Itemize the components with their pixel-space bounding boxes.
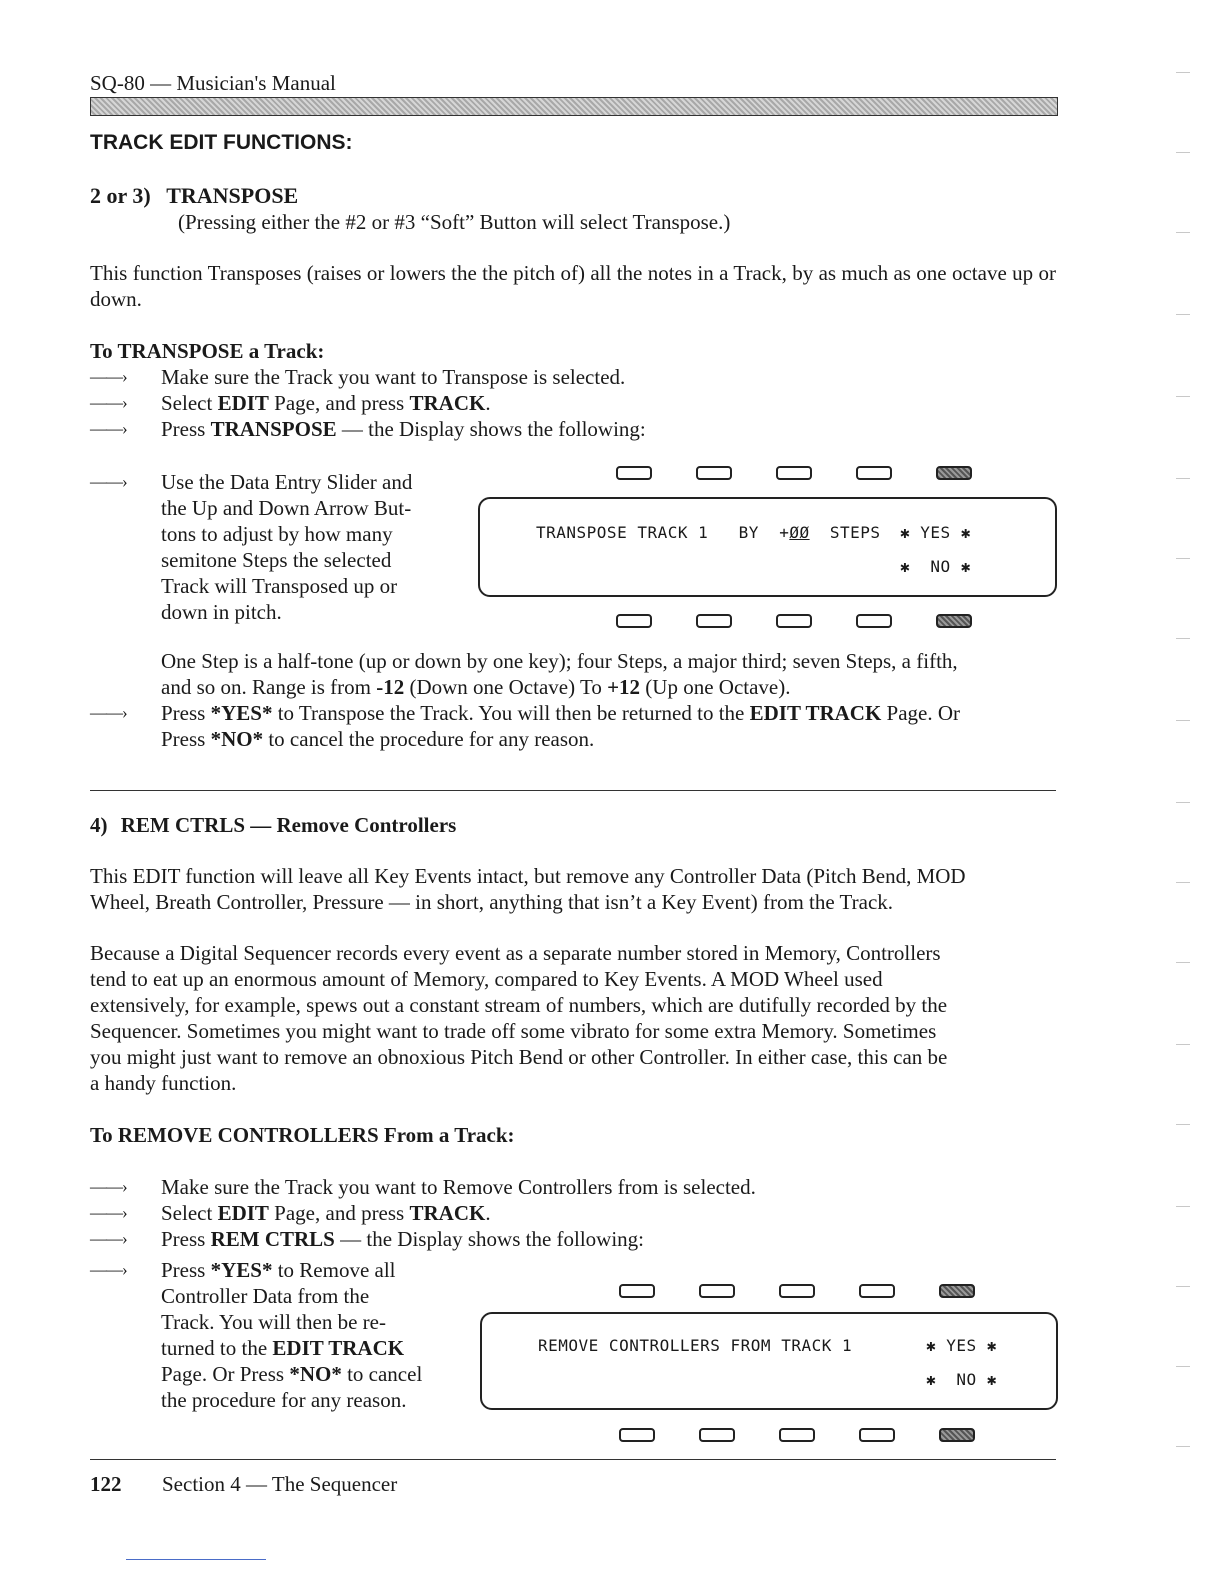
lcd-display-rem-ctrls [480,1312,1058,1410]
arrow-icon: ——› [90,703,127,722]
arrow-icon: ——› [90,1229,127,1248]
arrow-icon: ——› [90,1203,127,1222]
section-divider [90,790,1056,791]
arrow-icon: ——› [90,419,127,438]
edge-mark [1176,314,1190,315]
footer-divider [90,1459,1056,1460]
soft-button-8[interactable] [779,1428,815,1442]
edge-mark [1176,962,1190,963]
rem-ctrls-procedure-heading: To REMOVE CONTROLLERS From a Track: [90,1123,515,1147]
edge-mark [1176,152,1190,153]
scan-artifact-line [126,1559,266,1560]
running-title: SQ-80 — Musician's Manual [90,71,336,95]
edge-mark [1176,638,1190,639]
rem-ctrls-step-1: Make sure the Track you want to Remove Controllers from is selected. [161,1175,756,1199]
transpose-heading [90,183,298,209]
lcd-transpose-value: ØØ [789,523,810,542]
edge-mark [1176,882,1190,883]
lcd-no: ✱ NO ✱ [926,1370,997,1389]
arrow-icon: ——› [90,1260,127,1279]
edge-mark [1176,1124,1190,1125]
lcd-rem-ctrls-text: REMOVE CONTROLLERS FROM TRACK 1 [538,1336,853,1355]
transpose-number: 2 or 3) [90,183,151,208]
transpose-note: (Pressing either the #2 or #3 “Soft” Button will select Transpose.) [178,210,731,234]
soft-button-7[interactable] [696,614,732,628]
edge-mark [1176,232,1190,233]
soft-button-7[interactable] [699,1428,735,1442]
rem-ctrls-step-3: Press REM CTRLS — the Display shows the following: [161,1227,645,1251]
lcd-no: ✱ NO ✱ [900,557,971,576]
rem-ctrls-heading: 4) REM CTRLS — Remove Controllers [90,813,457,837]
rem-ctrls-step-2: Select EDIT Page, and press TRACK. [161,1201,491,1225]
edge-mark [1176,1044,1190,1045]
soft-button-9[interactable] [856,614,892,628]
edge-mark [1176,802,1190,803]
edge-mark [1176,1206,1190,1207]
soft-button-10[interactable] [936,614,972,628]
section-title: TRACK EDIT FUNCTIONS: [90,131,353,154]
soft-button-8[interactable] [776,614,812,628]
transpose-step-3: Press TRANSPOSE — the Display shows the following: [161,417,646,441]
transpose-procedure-heading: To TRANSPOSE a Track: [90,339,325,363]
edge-mark [1176,1446,1190,1447]
edge-mark [1176,558,1190,559]
header-band [90,97,1058,116]
lcd-transpose-text: TRANSPOSE TRACK 1 BY +ØØ STEPS [536,523,881,542]
lcd-display-transpose [478,497,1057,597]
edge-mark [1176,1366,1190,1367]
transpose-step-1: Make sure the Track you want to Transpose is selected. [161,365,626,389]
soft-button-6[interactable] [616,614,652,628]
lcd-yes: ✱ YES ✱ [926,1336,997,1355]
soft-button-1[interactable] [616,466,652,480]
transpose-step-4: Use the Data Entry Slider and the Up and Down Arrow But- tons to adjust by how many semitone Steps the selected Track will Transposed up or down in pitch. [161,470,413,624]
arrow-icon: ——› [90,393,127,412]
soft-button-9[interactable] [859,1428,895,1442]
rem-ctrls-step-4: Press *YES* to Remove all Controller Data from the Track. You will then be re- turned to the EDIT TRACK Page. Or Press *NO* to cancel the procedure for any reason. [161,1258,423,1412]
transpose-title: TRANSPOSE [166,183,299,208]
soft-button-1[interactable] [619,1284,655,1298]
arrow-icon: ——› [90,1177,127,1196]
soft-button-5[interactable] [936,466,972,480]
rem-ctrls-para-2: Because a Digital Sequencer records every event as a separate number stored in Memory, Controllers tend to eat up an enormous amount of Memory, compared to Key Events. A MOD Wheel used extensively, for example, spews out a constant stream of numbers, which are dutifully recorded by the Sequencer. Sometimes you might want to trade off some vibrato for some extra Memory. Sometimes you might just want to remove an obnoxious Pitch Bend or other Controller. In either case, this can be a handy function. [90,941,948,1095]
edge-mark [1176,478,1190,479]
edge-mark [1176,1286,1190,1287]
soft-button-4[interactable] [859,1284,895,1298]
soft-button-2[interactable] [696,466,732,480]
transpose-explain: One Step is a half-tone (up or down by one key); four Steps, a major third; seven Steps, a fifth, and so on. Range is from -12 (Down one Octave) To +12 (Up one Octave). [161,649,958,699]
arrow-icon: ——› [90,472,127,491]
edge-mark [1176,72,1190,73]
soft-button-4[interactable] [856,466,892,480]
soft-button-3[interactable] [779,1284,815,1298]
arrow-icon: ——› [90,367,127,386]
lcd-yes: ✱ YES ✱ [900,523,971,542]
transpose-step-5: Press *YES* to Transpose the Track. You will then be returned to the EDIT TRACK Page. Or Press *NO* to cancel the procedure for any reason. [161,701,961,751]
transpose-step-2: Select EDIT Page, and press TRACK. [161,391,491,415]
footer-section: Section 4 — The Sequencer [162,1472,398,1496]
soft-button-6[interactable] [619,1428,655,1442]
soft-button-10[interactable] [939,1428,975,1442]
transpose-intro: This function Transposes (raises or lowers the the pitch of) all the notes in a Track, by as much as one octave up or down. [90,261,1056,311]
soft-button-2[interactable] [699,1284,735,1298]
edge-mark [1176,720,1190,721]
soft-button-5[interactable] [939,1284,975,1298]
soft-button-3[interactable] [776,466,812,480]
page-number: 122 [90,1472,122,1496]
edge-mark [1176,396,1190,397]
rem-ctrls-para-1: This EDIT function will leave all Key Events intact, but remove any Controller Data (Pitch Bend, MOD Wheel, Breath Controller, Pressure — in short, anything that isn’t a Key Event) from the Track. [90,864,966,914]
